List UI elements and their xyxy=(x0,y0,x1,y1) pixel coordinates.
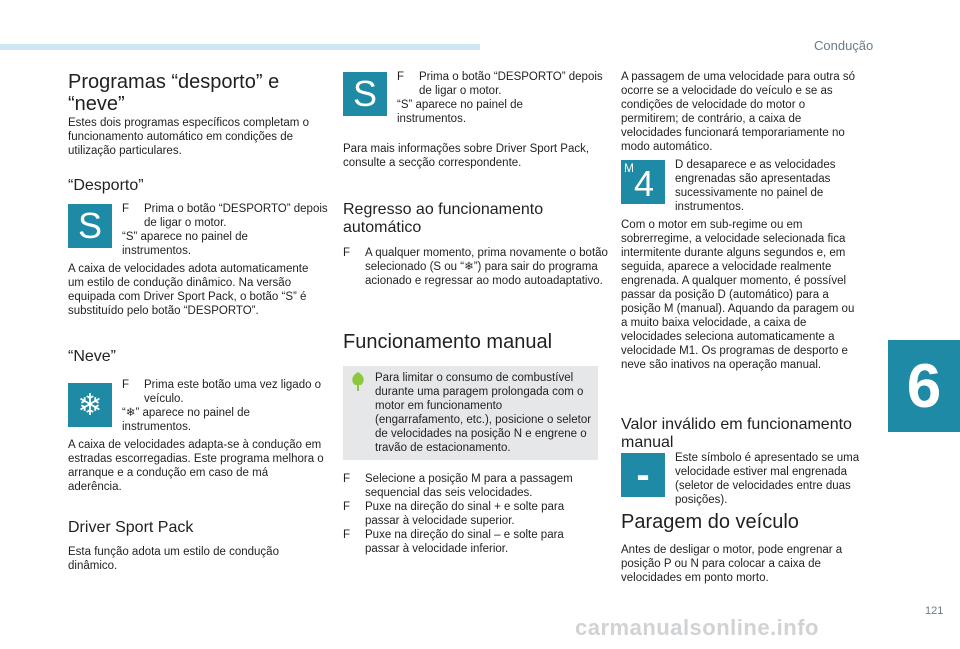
paragem-para: Antes de desligar o motor, pode engrenar a posição P ou N para colocar a caixa de velocidades em ponto morto. xyxy=(621,544,843,584)
col3-para2: Com o motor em sub-regime ou em sobrerregime, a velocidade selecionada fica intermitente durante alguns segundos e, em seguida, aparece a velocidade realmente engrenada. A qualquer momento, é possível passar da posição D (automático) para a posição M (manual). Aquando da paragem ou a muito baixa velocidade, a caixa de velocidades seleciona automaticamente a velocidade M1. Os programas de desporto e neve são inativos na operação manual. xyxy=(621,219,855,371)
desporto-bullet: F Prima o botão “DESPORTO” depois de ligar o motor. xyxy=(122,203,328,229)
manual-bullet-2: F Puxe na direção do sinal + e solte para passar à velocidade superior. xyxy=(343,501,565,527)
neve-para: A caixa de velocidades adapta-se à condução em estradas escorregadias. Este programa melhora o arranque e a condução em caso de má aderência. xyxy=(68,439,324,493)
regresso-line-1: Regresso ao funcionamento xyxy=(343,201,544,218)
manual-bullet-1: F Selecione a posição M para a passagem sequencial das seis velocidades. xyxy=(343,473,573,499)
regresso-bullet: F A qualquer momento, prima novamente o botão selecionado (S ou “❄”) para sair do programa acionado e regressar ao modo autoadaptativo. xyxy=(343,247,608,287)
invalid-para: Este símbolo é apresentado se uma velocidade estiver mal engrenada (seletor de velocidades entre duas posições). xyxy=(675,452,860,506)
watermark: carmanualsonline.info xyxy=(575,615,819,640)
gear-m4-icon: M 4 xyxy=(621,160,665,204)
desporto-heading: “Desporto” xyxy=(68,177,144,194)
section-header: Condução xyxy=(814,38,874,53)
intro-text: Estes dois programas específicos completam o funcionamento automático em condições de utilização particulares. xyxy=(68,117,309,157)
neve-bullet: F Prima este botão uma vez ligado o veículo. xyxy=(122,379,322,405)
manual-bullets xyxy=(343,472,593,556)
manual-bullet-3: F Puxe na direção do sinal – e solte para passar à velocidade inferior. xyxy=(343,529,564,555)
desporto-para: A caixa de velocidades adota automaticamente um estilo de condução dinâmico. Na versão equipada com Driver Sport Pack, o botão “S” é substituído pelo botão “DESPORTO”. xyxy=(68,263,309,317)
invalid-heading xyxy=(621,416,881,452)
chapter-tab: 6 xyxy=(888,340,960,432)
page-number: 121 xyxy=(925,605,944,617)
driver-sport-heading: Driver Sport Pack xyxy=(68,519,194,536)
snowflake-icon: ❄ xyxy=(68,383,112,427)
invalid-line-1: Valor inválido em funcionamento xyxy=(621,416,852,433)
title-line-2: “neve” xyxy=(68,93,125,115)
invalid-gear-icon: - xyxy=(621,453,665,497)
sport-s-icon-2: S xyxy=(343,72,387,116)
manual-heading: Funcionamento manual xyxy=(343,331,553,353)
col3-para1: A passagem de uma velocidade para outra só ocorre se a velocidade do veículo e se as condições de velocidade do motor o permitirem; de contrário, a caixa de velocidades funcionará temporariamente no modo automático. xyxy=(621,71,855,153)
neve-heading: “Neve” xyxy=(68,348,117,365)
sport-s-icon: S xyxy=(68,204,112,248)
header-rule xyxy=(0,44,480,50)
desporto-after: “S” aparece no painel de instrumentos. xyxy=(122,231,248,257)
regresso-heading xyxy=(343,201,593,237)
col2-bullet: F Prima o botão “DESPORTO” depois de ligar o motor. xyxy=(397,71,603,97)
invalid-line-2: manual xyxy=(621,434,674,451)
paragem-heading: Paragem do veículo xyxy=(621,511,799,533)
title-line-1: Programas “desporto” e xyxy=(68,71,280,93)
col2-after: “S” aparece no painel de instrumentos. xyxy=(397,99,523,125)
page-title xyxy=(68,71,318,115)
col3-icon-para: D desaparece e as velocidades engrenadas são apresentadas sucessivamente no painel de instrumentos. xyxy=(675,159,836,213)
driver-sport-para: Esta função adota um estilo de condução dinâmico. xyxy=(68,546,279,572)
col2-info: Para mais informações sobre Driver Sport Pack, consulte a secção correspondente. xyxy=(343,143,590,169)
eco-leaf-icon xyxy=(349,370,367,392)
regresso-line-2: automático xyxy=(343,219,422,236)
neve-after: “❄” aparece no painel de instrumentos. xyxy=(122,407,250,433)
eco-note-text: Para limitar o consumo de combustível durante uma paragem prolongada com o motor em funcionamento (engarrafamento, etc.), posicione o seletor de velocidades na posição N e engrene o travão de estacionamento. xyxy=(375,372,592,454)
